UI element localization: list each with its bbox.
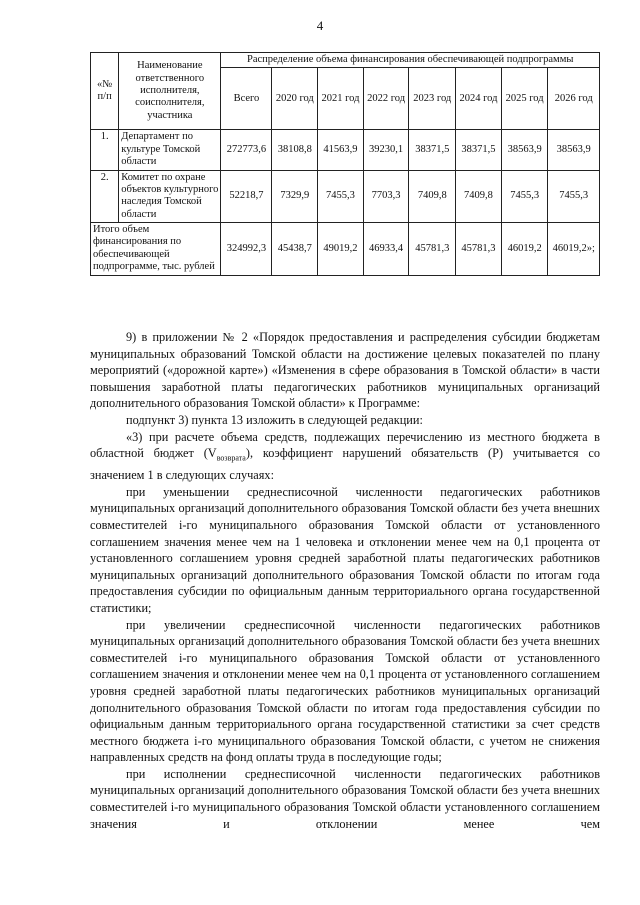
row-total: 52218,7: [221, 170, 272, 223]
page-number: 4: [316, 18, 324, 33]
distribution-header: Распределение объема финансирования обеспечивающей подпрограммы: [221, 53, 600, 68]
total-value: 49019,2: [318, 223, 364, 276]
paragraph: [90, 429, 600, 484]
paragraph: подпункт 3) пункта 13 изложить в следующей редакции:: [126, 412, 423, 427]
row-value: 38563,9: [501, 130, 548, 170]
year-header: 2021 год: [318, 68, 364, 130]
financing-table: [90, 52, 600, 276]
year-header: 2023 год: [409, 68, 456, 130]
row-value: 41563,9: [318, 130, 364, 170]
table-row: [91, 130, 600, 170]
row-name: Комитет по охране объектов культурного наследия Томской области: [119, 170, 221, 223]
row-value: 38371,5: [456, 130, 502, 170]
total-value: 45781,3: [409, 223, 456, 276]
table-total-row: [91, 223, 600, 276]
paragraph: при увеличении среднесписочной численности педагогических работников муниципальных организаций дополнительного образования Томской области без учета внешних совместителей i-го муниципального образования Томской области от установленного соглашением значения и отклонении менее чем на 0,1 процента от установленного соглашением уровня средней заработной платы педагогических работников муниципальных организаций дополнительного образования Томской области по итогам года предоставления субсидии по официальным данным территориального органа государственной статистики за счет средств местного бюджета i-го муниципального образования Томской области, с учетом не снижения направленных средств на фонд оплаты труда в последующие годы;: [90, 617, 600, 765]
paragraph: 9) в приложении № 2 «Порядок предоставления и распределения субсидии бюджетам муниципальных образований Томской области на достижение целевых показателей по плану мероприятий («дорожной карте») «Изменения в сфере образования в Томской области» в части повышения заработной платы педагогических работников муниципальных организаций дополнительного образования Томской области» к Программе:: [90, 330, 600, 411]
total-value: 46019,2: [501, 223, 548, 276]
total-label: Итого объем финансирования по обеспечивающей подпрограмме, тыс. рублей: [91, 223, 221, 276]
col-total-header: Всего: [221, 68, 272, 130]
col-name-header: Наименование ответственного исполнителя, соисполнителя, участника: [119, 53, 221, 130]
total-value: 45781,3: [456, 223, 502, 276]
row-value: 38371,5: [409, 130, 456, 170]
row-value: 38108,8: [272, 130, 318, 170]
paragraph-part: ), коэффициент нарушений обязательств (P) учитывается со значением 1 в следующих случаях:: [90, 446, 601, 483]
subscript: возврата: [216, 453, 246, 463]
year-header: 2020 год: [272, 68, 318, 130]
document-body: [90, 329, 600, 832]
row-value: 38563,9: [548, 130, 600, 170]
row-num: 1.: [91, 130, 119, 170]
row-total: 272773,6: [221, 130, 272, 170]
table-header-row: [91, 53, 600, 68]
row-name: Департамент по культуре Томской области: [119, 130, 221, 170]
total-value: 46933,4: [363, 223, 409, 276]
row-value: 7409,8: [409, 170, 456, 223]
year-header: 2025 год: [501, 68, 548, 130]
paragraph: при исполнении среднесписочной численности педагогических работников муниципальных организаций дополнительного образования Томской области без учета внешних совместителей i-го муниципального образования Томской области установленного соглашением значения и отклонении менее чем: [90, 766, 600, 831]
row-value: 7329,9: [272, 170, 318, 223]
row-value: 7455,3: [548, 170, 600, 223]
year-header: 2026 год: [548, 68, 600, 130]
table-row: [91, 170, 600, 223]
col-num-header: «№ п/п: [91, 53, 119, 130]
row-num: 2.: [91, 170, 119, 223]
row-value: 39230,1: [363, 130, 409, 170]
total-value: 46019,2»;: [548, 223, 600, 276]
paragraph: при уменьшении среднесписочной численности педагогических работников муниципальных организаций дополнительного образования Томской области без учета внешних совместителей i-го муниципального образования Томской области от установленного соглашением значения менее чем на 1 человека и отклонении менее чем на 0,1 процента от установленного соглашением уровня средней заработной платы педагогических работников муниципальных организаций дополнительного образования Томской области по итогам года предоставления субсидии по официальным данным территориального органа государственной статистики;: [90, 484, 600, 615]
total-value: 45438,7: [272, 223, 318, 276]
paragraph-part: «3) при расчете объема средств, подлежащих перечислению из местного бюджета в областной бюджет (V: [90, 429, 600, 461]
year-header: 2022 год: [363, 68, 409, 130]
total-sum: 324992,3: [221, 223, 272, 276]
row-value: 7703,3: [363, 170, 409, 223]
year-header: 2024 год: [456, 68, 502, 130]
row-value: 7455,3: [501, 170, 548, 223]
row-value: 7409,8: [456, 170, 502, 223]
row-value: 7455,3: [318, 170, 364, 223]
